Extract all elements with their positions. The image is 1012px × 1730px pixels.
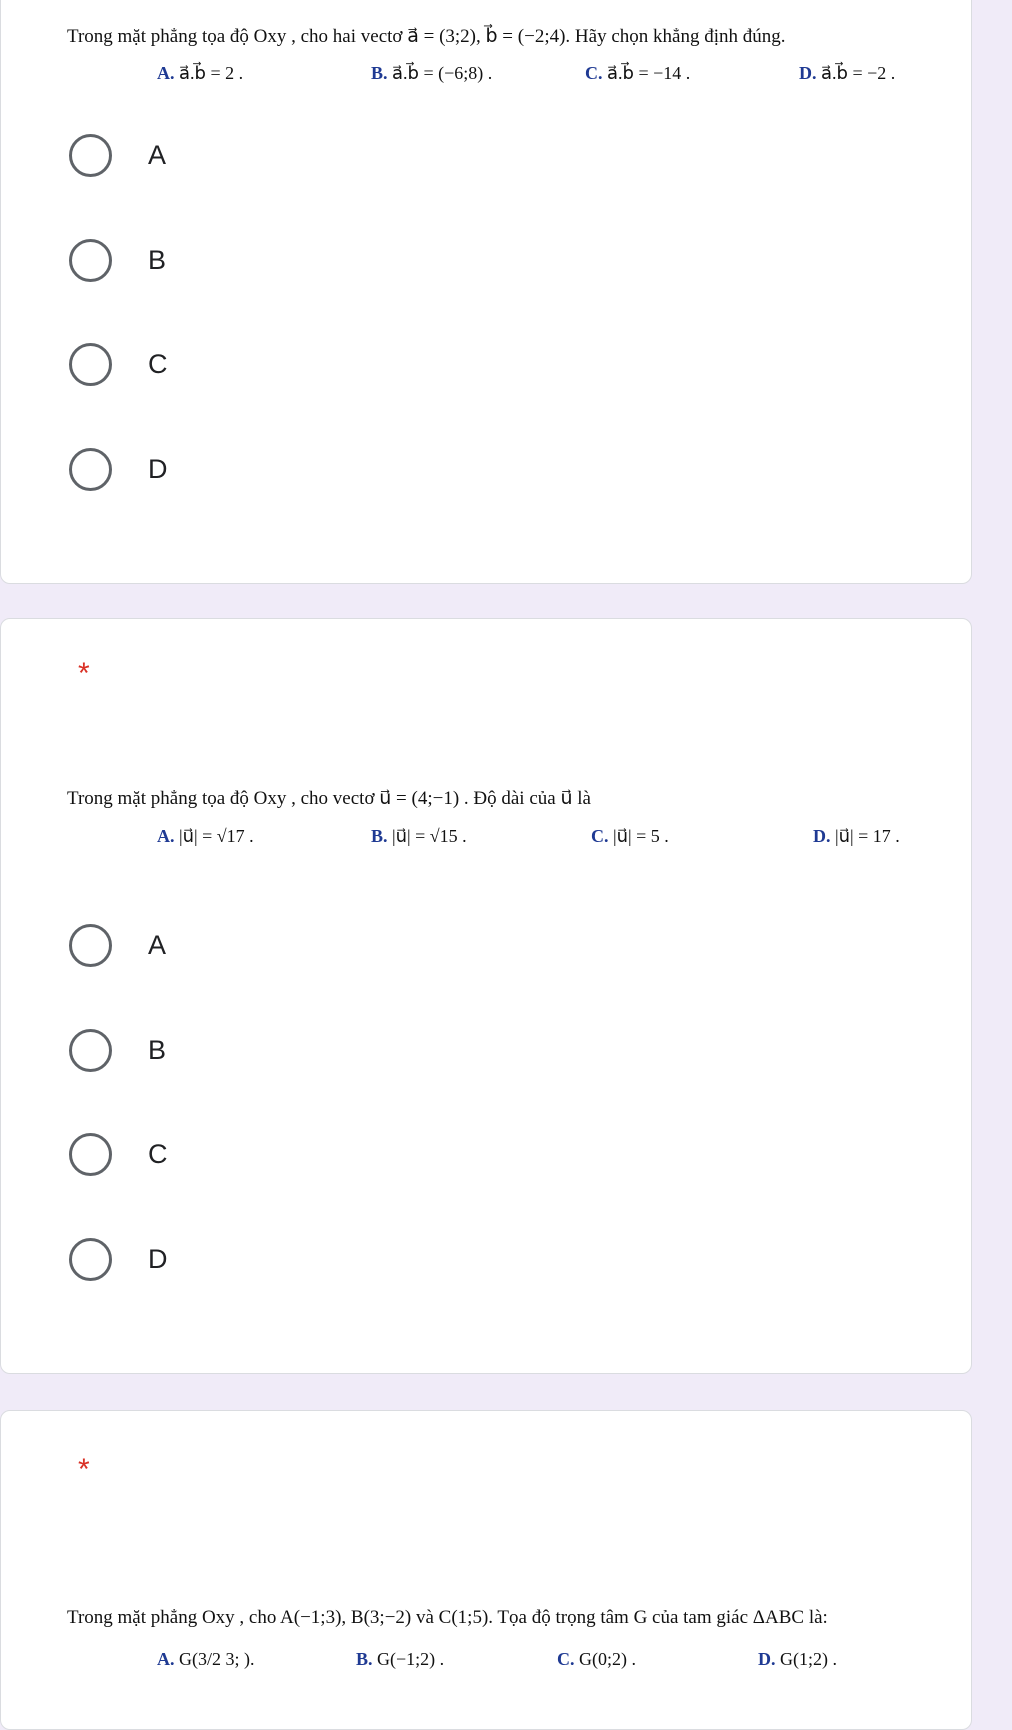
radio-button[interactable]	[69, 134, 112, 177]
option-d[interactable]	[69, 1229, 469, 1289]
option-label: A	[148, 929, 167, 960]
radio-button[interactable]	[69, 1238, 112, 1281]
question-text: Trong mặt phẳng Oxy , cho A(−1;3), B(3;−2) và C(1;5). Tọa độ trọng tâm G của tam giác ΔABC là:	[67, 1607, 828, 1628]
option-a[interactable]	[69, 125, 469, 185]
radio-button[interactable]	[69, 239, 112, 282]
choice-d: D. a⃗.b⃗ = −2 .	[799, 63, 896, 83]
choice-c: C. a⃗.b⃗ = −14 .	[585, 63, 691, 83]
page-background-strip	[972, 0, 1012, 1709]
choice-a: A. a⃗.b⃗ = 2 .	[157, 63, 244, 83]
choice-b: B. |u⃗| = √15 .	[371, 826, 467, 846]
radio-button[interactable]	[69, 1133, 112, 1176]
option-label: A	[148, 139, 167, 170]
option-label: B	[148, 1034, 167, 1065]
question-card-2	[0, 618, 972, 1374]
choice-c: C. |u⃗| = 5 .	[591, 826, 669, 846]
choice-a: A. |u⃗| = √17 .	[157, 826, 254, 846]
choice-b: B. G(−1;2) .	[356, 1649, 445, 1669]
option-label: D	[148, 453, 168, 484]
radio-button[interactable]	[69, 1029, 112, 1072]
option-a[interactable]	[69, 915, 469, 975]
choice-d: D. |u⃗| = 17 .	[813, 826, 900, 846]
choice-a: A. G(3/2 3; ).	[157, 1649, 255, 1669]
option-c[interactable]	[69, 1124, 469, 1184]
choice-b: B. a⃗.b⃗ = (−6;8) .	[371, 63, 493, 83]
choice-c: C. G(0;2) .	[557, 1649, 636, 1669]
required-asterisk: *	[78, 657, 90, 690]
question-card-1	[0, 0, 972, 584]
option-b[interactable]	[69, 230, 469, 290]
choice-d: D. G(1;2) .	[758, 1649, 837, 1669]
required-asterisk: *	[78, 1453, 90, 1486]
question-text: Trong mặt phẳng tọa độ Oxy , cho vectơ u⃗ = (4;−1) . Độ dài của u⃗ là	[67, 788, 591, 809]
question-text: Trong mặt phẳng tọa độ Oxy , cho hai vectơ a⃗ = (3;2), b⃗ = (−2;4). Hãy chọn khẳng định đúng.	[67, 26, 786, 47]
option-label: C	[148, 348, 168, 379]
radio-button[interactable]	[69, 448, 112, 491]
option-b[interactable]	[69, 1020, 469, 1080]
option-label: D	[148, 1243, 168, 1274]
radio-button[interactable]	[69, 343, 112, 386]
option-c[interactable]	[69, 334, 469, 394]
option-label: C	[148, 1138, 168, 1169]
option-label: B	[148, 244, 167, 275]
radio-button[interactable]	[69, 924, 112, 967]
question-card-3	[0, 1410, 972, 1730]
option-d[interactable]	[69, 439, 469, 499]
